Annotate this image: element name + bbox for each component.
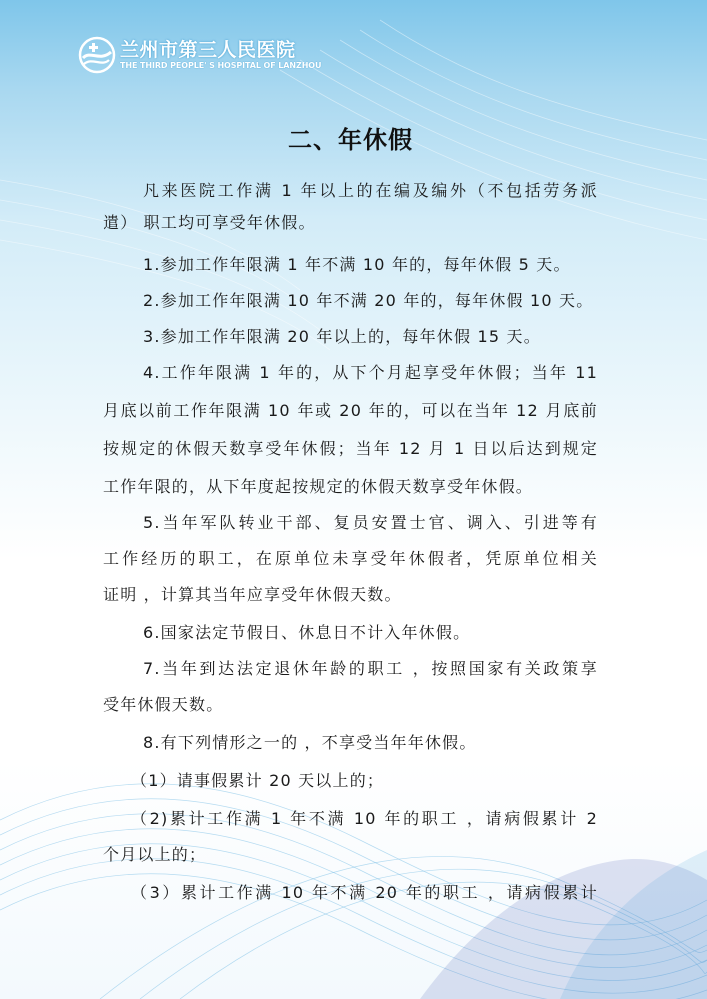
text-line: 证明 ，计算其当年应享受年休假天数。 — [103, 585, 402, 604]
text-line: 8.有下列情形之一的 ，不享受当年年休假。 — [143, 733, 477, 752]
text-line: 按规定的休假天数享受年休假；当年 12 月 1 日以后达到规定 — [103, 439, 598, 458]
text-line: 受年休假天数。 — [103, 695, 224, 714]
hospital-name-en: THE THIRD PEOPLE' S HOSPITAL OF LANZHOU — [120, 61, 322, 70]
text-line: （3）累计工作满 10 年不满 20 年的职工 ，请病假累计 — [131, 883, 598, 902]
text-line: 遣） 职工均可享受年休假。 — [103, 213, 316, 232]
section-title: 二、年休假 — [288, 126, 413, 154]
text-line: 5.当年军队转业干部、复员安置士官、调入、引进等有 — [143, 513, 598, 532]
text-line: 3.参加工作年限满 20 年以上的，每年休假 15 天。 — [143, 327, 541, 346]
hospital-header — [78, 36, 321, 74]
text-line: 6.国家法定节假日、休息日不计入年休假。 — [143, 623, 471, 642]
text-line: 凡来医院工作满 1 年以上的在编及编外（不包括劳务派 — [143, 181, 598, 200]
hospital-name-cn: 兰州市第三人民医院 — [120, 39, 296, 61]
text-line: （2)累计工作满 1 年不满 10 年的职工 ，请病假累计 2 — [131, 809, 598, 828]
text-line: 2.参加工作年限满 10 年不满 20 年的，每年休假 10 天。 — [143, 291, 594, 310]
text-line: 7.当年到达法定退休年龄的职工 ，按照国家有关政策享 — [143, 659, 598, 678]
text-line: 4.工作年限满 1 年的，从下个月起享受年休假；当年 11 — [143, 363, 598, 382]
hospital-logo-icon — [78, 36, 116, 74]
text-line: （1）请事假累计 20 天以上的； — [131, 771, 385, 790]
text-line: 月底以前工作年限满 10 年或 20 年的，可以在当年 12 月底前 — [103, 401, 598, 420]
text-line: 个月以上的； — [103, 845, 207, 864]
text-line: 工作经历的职工，在原单位未享受年休假者，凭原单位相关 — [103, 549, 598, 568]
text-line: 1.参加工作年限满 1 年不满 10 年的，每年休假 5 天。 — [143, 255, 571, 274]
text-line: 工作年限的，从下年度起按规定的休假天数享受年休假。 — [103, 477, 534, 496]
